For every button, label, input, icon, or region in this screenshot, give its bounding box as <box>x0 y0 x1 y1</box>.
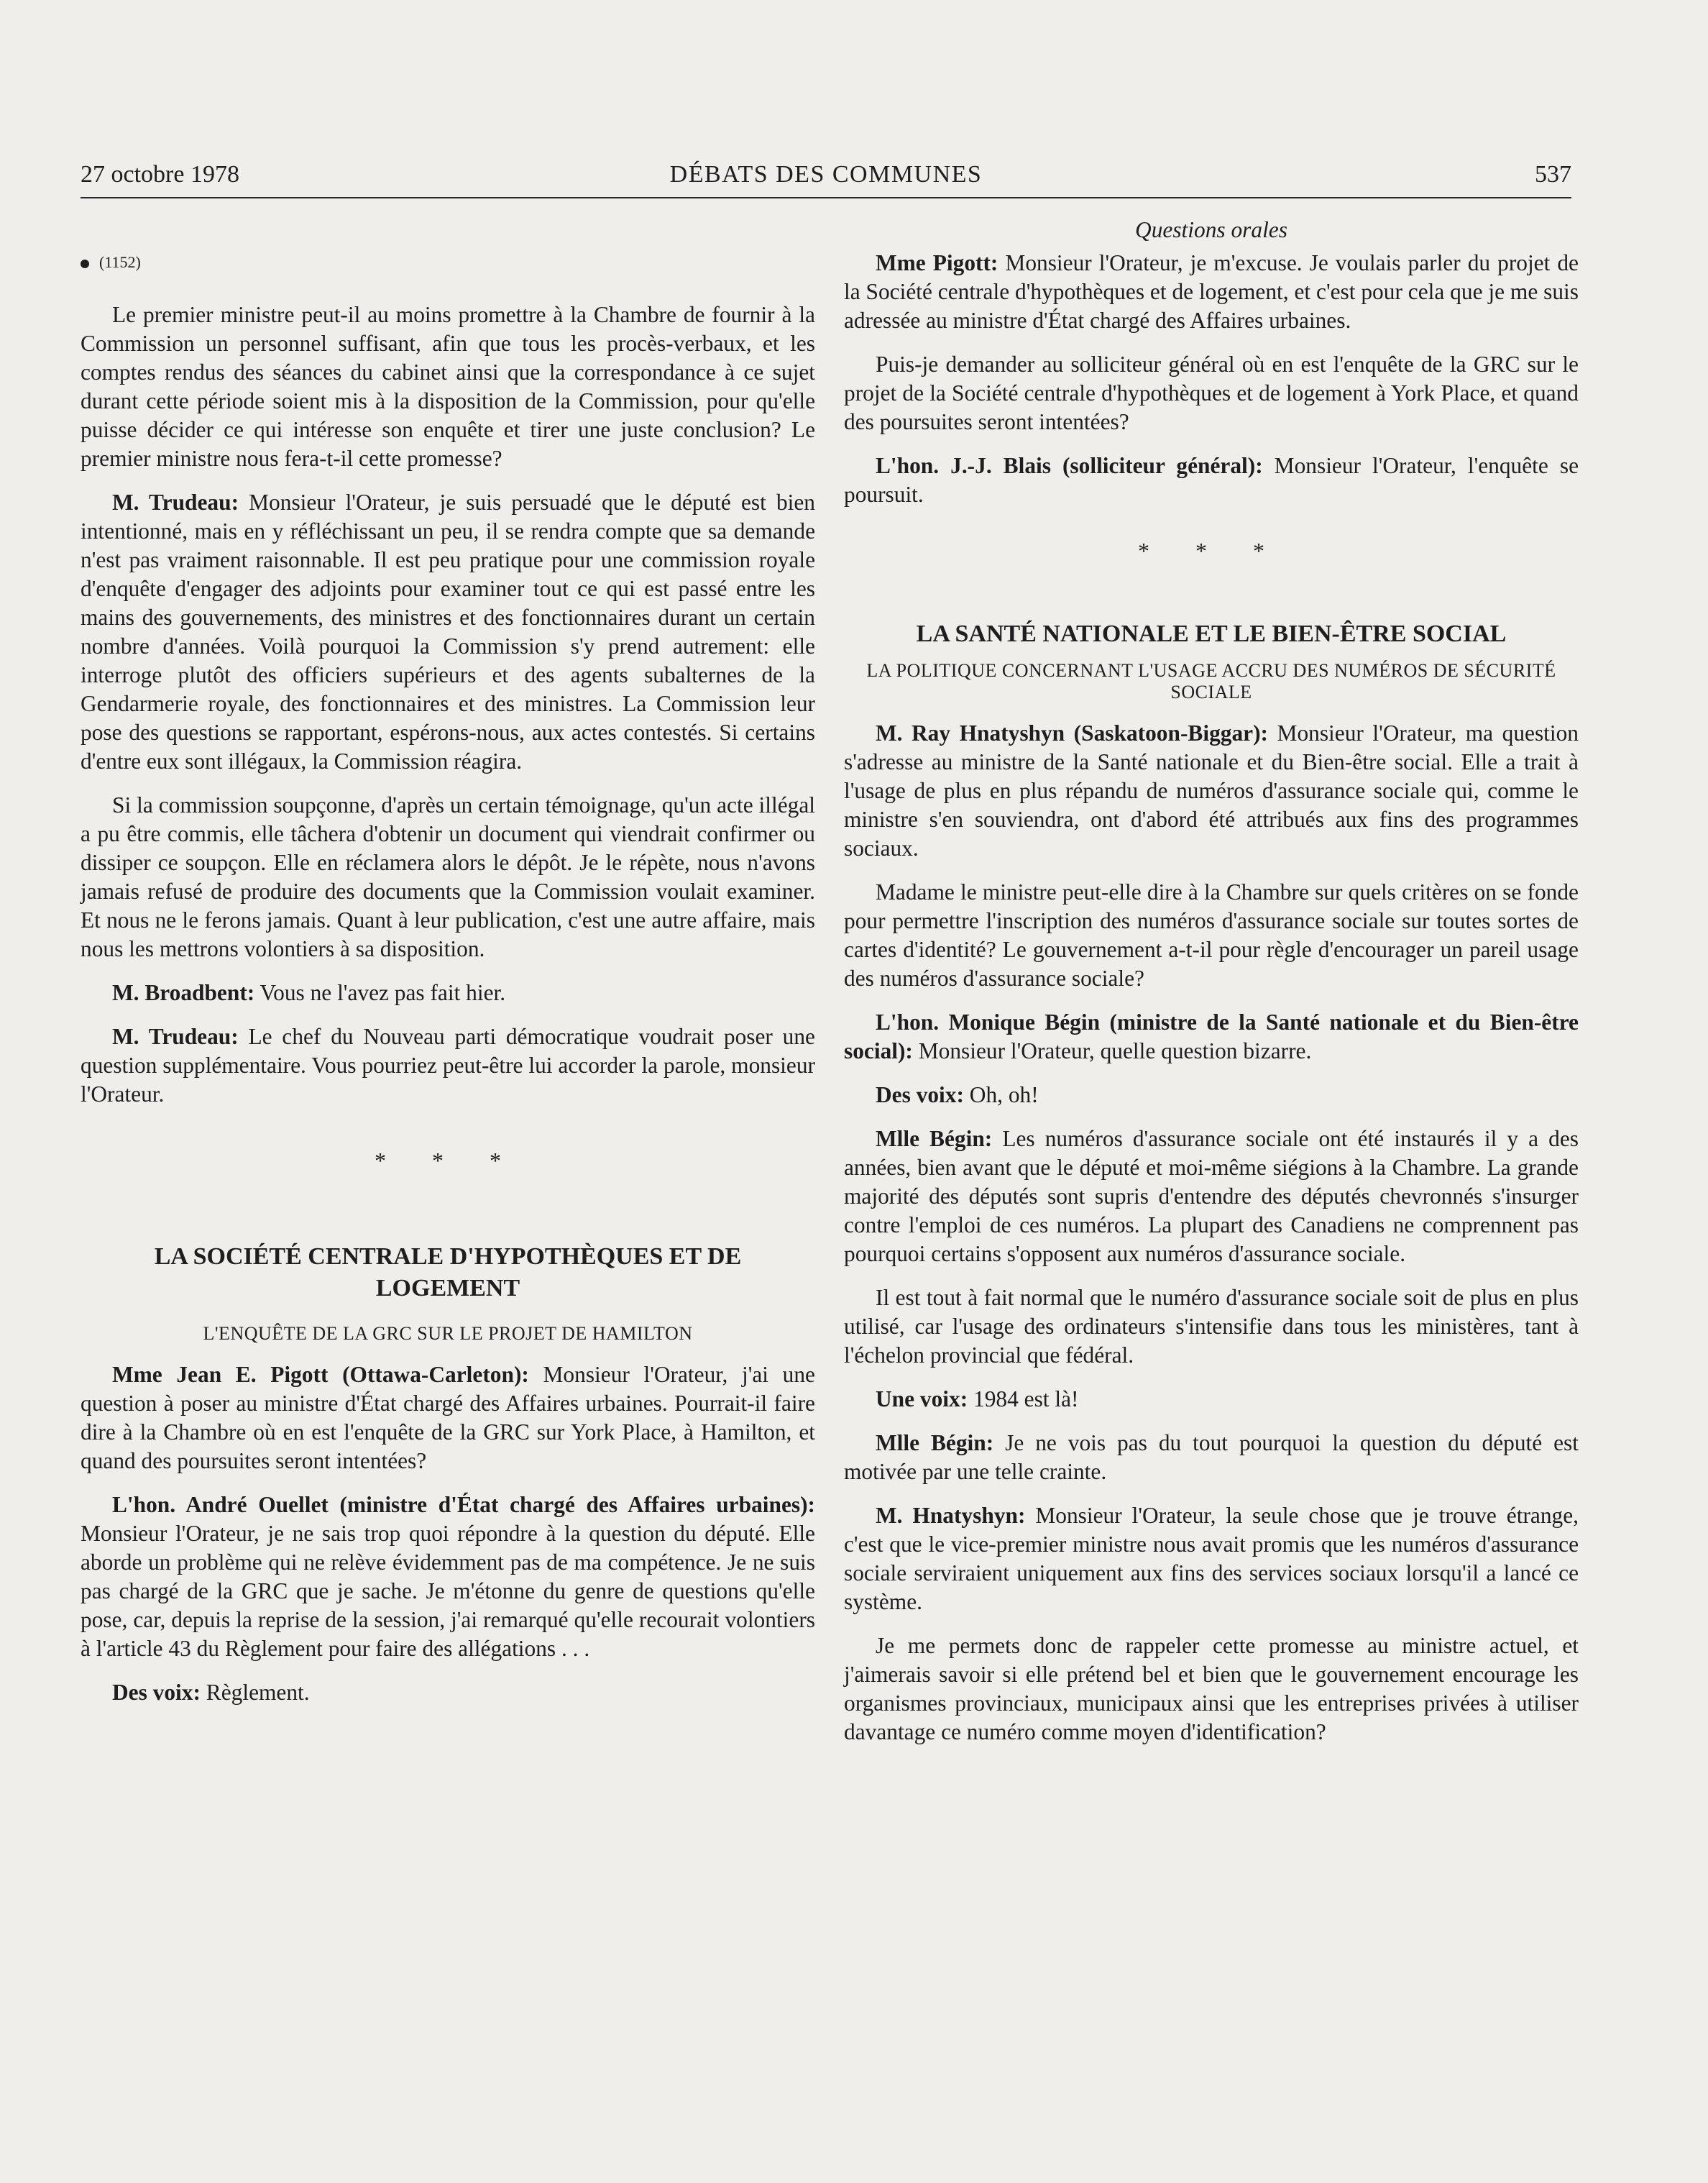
speech-text: Monsieur l'Orateur, je ne sais trop quoi répondre à la question du député. Elle aborde un problème qui ne relève évidemment pas de ma compétence. Je ne suis pas chargé de la GRC que je sache. Je m'étonne du genre de questions qu'elle pose, car, depuis la reprise de la session, j'ai remarqué qu'elle recourait volontiers à l'article 43 du Règlement pour faire des allégations . . . <box>81 1521 815 1661</box>
speech-text: Je ne vois pas du tout pourquoi la question du député est motivée par une telle crainte. <box>844 1430 1579 1484</box>
speaker-name: Des voix: <box>876 1082 964 1107</box>
speaker-name: L'hon. Monique Bégin (ministre de la Santé nationale et du Bien-être social): <box>844 1010 1579 1063</box>
speech-text: Le chef du Nouveau parti démocratique voudrait poser une question supplémentaire. Vous pourriez peut-être lui accorder la parole, monsieur l'Orateur. <box>81 1024 815 1107</box>
speech-text: Monsieur l'Orateur, la seule chose que je trouve étrange, c'est que le vice-premier ministre nous avait promis que les numéros d'assurance sociale serviraient uniquement aux fins des services sociaux lorsqu'il a lancé ce système. <box>844 1503 1579 1614</box>
section-subheading: L'ENQUÊTE DE LA GRC SUR LE PROJET DE HAMILTON <box>203 1323 693 1344</box>
paragraph <box>844 1008 1579 1066</box>
speech-text: Monsieur l'Orateur, l'enquête se poursuit. <box>844 453 1579 507</box>
paragraph <box>844 1501 1579 1616</box>
speaker-name: M. Hnatyshyn: <box>876 1503 1026 1528</box>
paragraph <box>81 1360 815 1475</box>
paragraph <box>844 1385 1579 1414</box>
speaker-name: Mlle Bégin: <box>876 1430 994 1455</box>
speaker-name: Mme Jean E. Pigott (Ottawa-Carleton): <box>112 1362 529 1387</box>
page-header <box>81 160 1571 198</box>
speech-text: Monsieur l'Orateur, j'ai une question à poser au ministre d'État chargé des Affaires urbaines. Pourrait-il faire dire à la Chambre où en est l'enquête de la GRC sur York Place, à Hamilton, et quand des poursuites seront intentées? <box>81 1362 815 1473</box>
speaker-name: Mme Pigott: <box>876 250 998 275</box>
paragraph <box>81 1491 815 1663</box>
section-heading: LA SANTÉ NATIONALE ET LE BIEN-ÊTRE SOCIAL <box>916 621 1507 647</box>
speaker-name: M. Trudeau: <box>112 1024 239 1049</box>
speaker-name: M. Ray Hnatyshyn (Saskatoon-Biggar): <box>876 720 1268 746</box>
header-date: 27 octobre 1978 <box>81 161 239 188</box>
time-marker-label: (1152) <box>99 253 141 271</box>
paragraph: Madame le ministre peut-elle dire à la Chambre sur quels critères on se fonde pour permettre l'inscription des numéros d'assurance sociale sur toutes sortes de cartes d'identité? Le gouvernement a-t-il pour règle d'encourager un pareil usage des numéros d'assurance sociale? <box>844 879 1579 991</box>
paragraph <box>844 1125 1579 1268</box>
speech-text: Monsieur l'Orateur, ma question s'adresse au ministre de la Santé nationale et du Bien-être social. Elle a trait à l'usage de plus en plus répandu de numéros d'assurance sociale qui, comme le ministre s'en souviendra, ont d'abord été attribués aux fins des programmes sociaux. <box>844 720 1579 861</box>
section-subheading: LA POLITIQUE CONCERNANT L'USAGE ACCRU DES NUMÉROS DE SÉCURITÉ SOCIALE <box>866 660 1556 703</box>
paragraph <box>844 1081 1579 1109</box>
section-heading: LA SOCIÉTÉ CENTRALE D'HYPOTHÈQUES ET DE LOGEMENT <box>154 1243 742 1301</box>
speaker-name: L'hon. J.-J. Blais (solliciteur général): <box>876 453 1263 478</box>
paragraph: Le premier ministre peut-il au moins promettre à la Chambre de fournir à la Commission un personnel suffisant, afin que tous les procès-verbaux, et les comptes rendus des séances du cabinet ainsi que la correspondance à ce sujet durant cette période soient mis à la disposition de la Commission, pour qu'elle puisse décider ce qui intéresse son enquête et tirer une juste conclusion? Le premier ministre nous fera-t-il cette promesse? <box>81 302 815 471</box>
paragraph <box>844 249 1579 335</box>
paragraph <box>81 1022 815 1109</box>
paragraph: Je me permets donc de rappeler cette promesse au ministre actuel, et j'aimerais savoir si elle prétend bel et bien que le gouvernement encourage les organismes provinciaux, municipaux ainsi que les entreprises privées à utiliser davantage ce numéro comme moyen d'identification? <box>844 1633 1579 1744</box>
speech-text: Oh, oh! <box>963 1082 1039 1107</box>
paragraph: Il est tout à fait normal que le numéro d'assurance sociale soit de plus en plus utilisé, car l'usage des ordinateurs s'intensifie dans tous les ministères, tant à l'échelon provincial que fédéral. <box>844 1285 1579 1368</box>
left-column <box>81 216 815 1722</box>
time-marker <box>81 253 815 272</box>
paragraph <box>844 452 1579 509</box>
header-title: DÉBATS DES COMMUNES <box>669 161 983 188</box>
speech-text: Monsieur l'Orateur, quelle question bizarre. <box>912 1038 1312 1063</box>
paragraph <box>844 719 1579 863</box>
paragraph <box>81 1678 815 1707</box>
speaker-name: M. Broadbent: <box>112 980 255 1005</box>
speech-text: 1984 est là! <box>968 1386 1079 1411</box>
section-separator: * * * <box>375 1148 521 1173</box>
speaker-name: L'hon. André Ouellet (ministre d'État chargé des Affaires urbaines): <box>112 1492 815 1517</box>
speaker-name: Mlle Bégin: <box>876 1126 993 1151</box>
speech-text: Règlement. <box>200 1680 310 1705</box>
speech-text: Vous ne l'avez pas fait hier. <box>254 980 506 1005</box>
speech-text: Les numéros d'assurance sociale ont été instaurés il y a des années, bien avant que le député et moi-même siégions à la Chambre. La grande majorité des députés sont supris d'entendre des députés chevronnés s'insurger contre l'emploi de ces numéros. La plupart des Canadiens ne comprennent pas pourquoi certains s'opposent aux numéros d'assurance sociale. <box>844 1126 1579 1266</box>
speech-text: Monsieur l'Orateur, je m'excuse. Je voulais parler du projet de la Société centrale d'hypothèques et de logement, et c'est pour cela que je me suis adressée au ministre d'État chargé des Affaires urbaines. <box>844 250 1579 333</box>
speaker-name: Des voix: <box>112 1680 201 1705</box>
section-separator: * * * <box>1138 538 1285 564</box>
speech-text: Monsieur l'Orateur, je suis persuadé que le député est bien intentionné, mais en y réfléchissant un peu, il se rendra compte que sa demande n'est pas vraiment raisonnable. Il est peu pratique pour une commission royale d'enquête d'engager des adjoints pour examiner tout ce qui est passé entre les mains des gouvernements, des ministres et des fonctionnaires durant un certain nombre d'années. Voilà pourquoi la Commission s'y prend autrement: elle interroge plutôt des officiers supérieurs et des agents subalternes de la Gendarmerie royale, des fonctionnaires et des ministres. La Commission leur pose des questions se rapportant, espérons-nous, aux actes contestés. Si certains d'entre eux sont illégaux, la Commission réagira. <box>81 490 815 774</box>
page-number: 537 <box>1535 161 1571 188</box>
speaker-name: M. Trudeau: <box>112 490 239 515</box>
paragraph <box>81 488 815 776</box>
right-column <box>844 216 1579 1762</box>
paragraph <box>81 979 815 1007</box>
paragraph <box>844 1429 1579 1486</box>
paragraph: Puis-je demander au solliciteur général où en est l'enquête de la GRC sur le projet de la Société centrale d'hypothèques et de logement à York Place, et quand des poursuites seront intentées? <box>844 352 1579 434</box>
speaker-name: Une voix: <box>876 1386 968 1411</box>
bullet-icon <box>81 260 89 268</box>
paragraph: Si la commission soupçonne, d'après un certain témoignage, qu'un acte illégal a pu être commis, elle tâchera d'obtenir un document qui viendrait confirmer ou dissiper ce soupçon. Elle en réclamera alors le dépôt. Je le répète, nous n'avons jamais refusé de produire des documents que la Commission voulait examiner. Et nous ne le ferons jamais. Quant à leur publication, c'est une autre affaire, mais nous les mettrons volontiers à sa disposition. <box>81 792 815 961</box>
running-head: Questions orales <box>1135 217 1287 242</box>
